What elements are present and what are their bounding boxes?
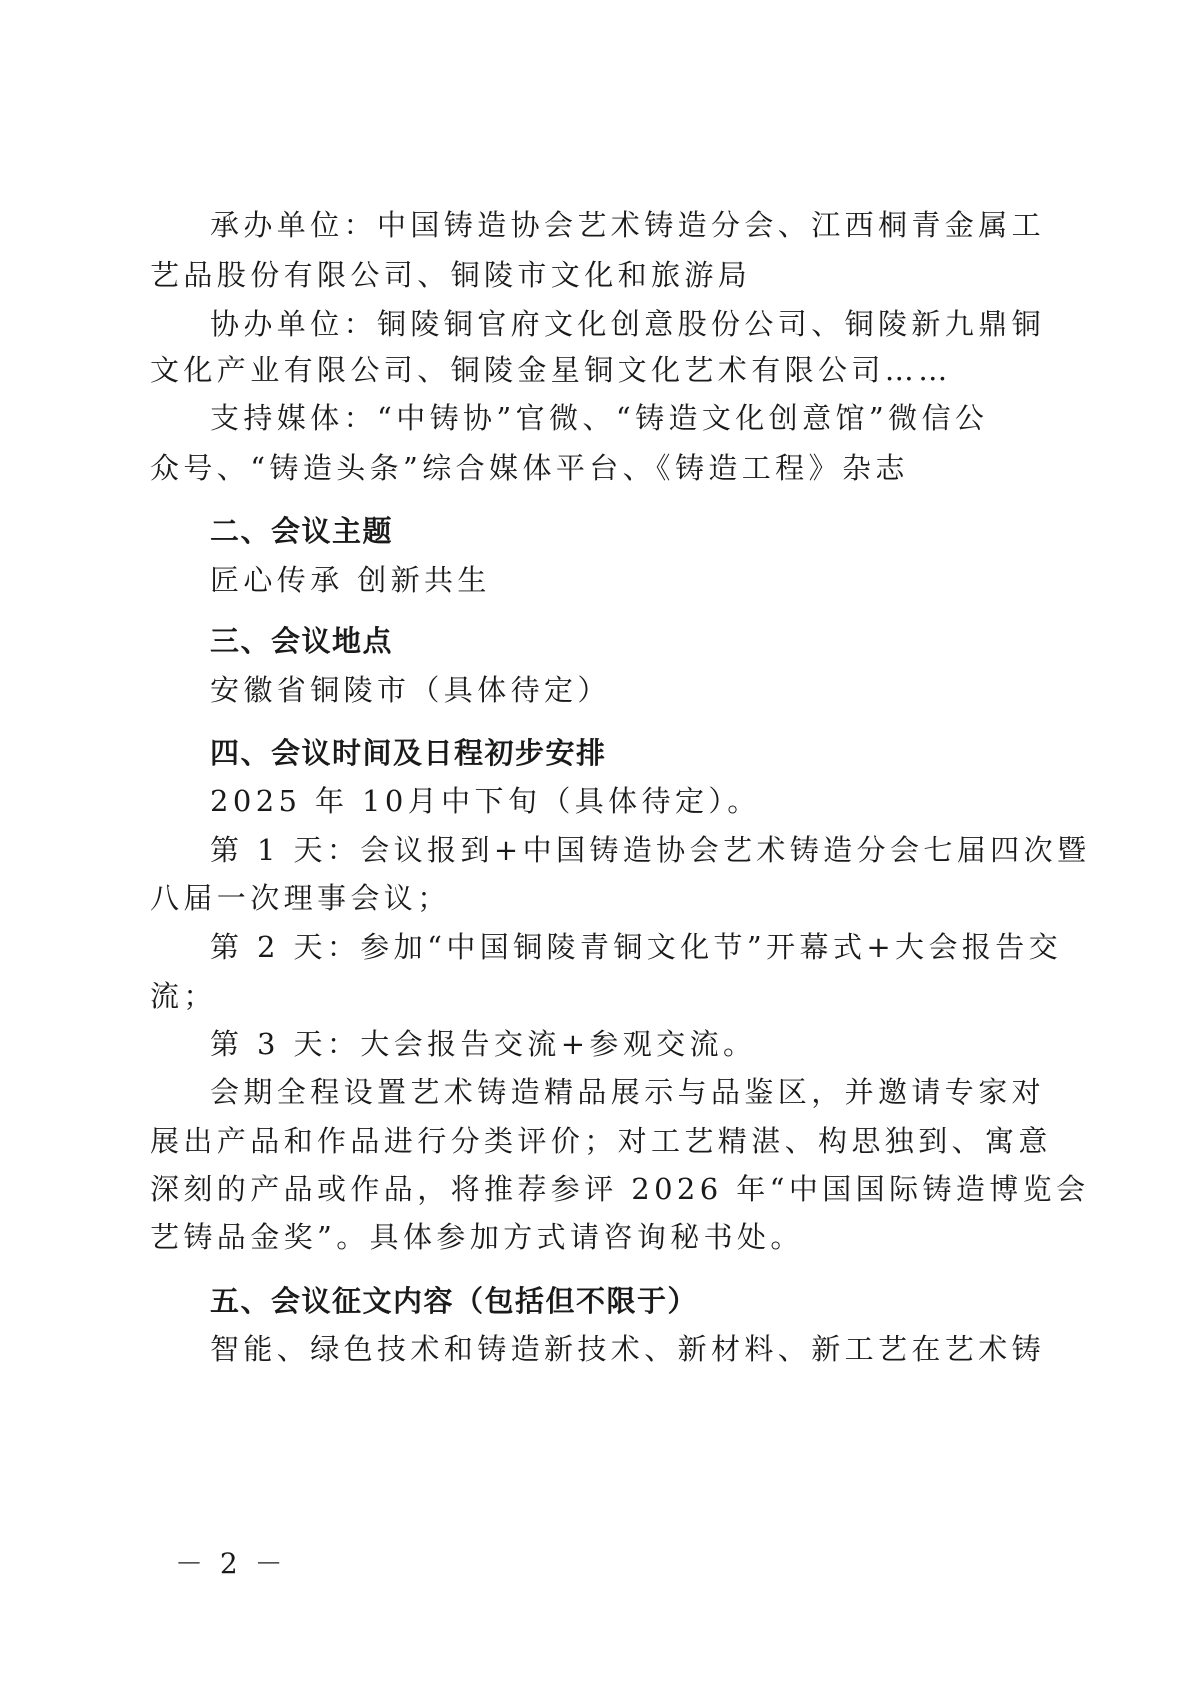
page-number: － 2 － — [175, 1547, 287, 1580]
text-line: 协办单位：铜陵铜官府文化创意股份公司、铜陵新九鼎铜 — [210, 307, 1046, 341]
text-line: 流； — [150, 979, 217, 1013]
text-line: 第 3 天：大会报告交流+参观交流。 — [210, 1027, 757, 1061]
text-line: 承办单位：中国铸造协会艺术铸造分会、江西桐青金属工 — [210, 208, 1046, 242]
section-heading: 五、会议征文内容（包括但不限于） — [210, 1284, 699, 1318]
text-line: 八届一次理事会议； — [150, 881, 451, 915]
section-heading: 二、会议主题 — [210, 514, 394, 548]
text-line: 深刻的产品或作品，将推荐参评 2026 年“中国国际铸造博览会 — [150, 1172, 1090, 1206]
text-line: 2025 年 10月中下旬（具体待定）。 — [210, 784, 761, 818]
text-line: 展出产品和作品进行分类评价；对工艺精湛、构思独到、寓意 — [150, 1124, 1052, 1158]
text-line: 文化产业有限公司、铜陵金星铜文化艺术有限公司…… — [150, 353, 952, 387]
text-line: 第 1 天：会议报到+中国铸造协会艺术铸造分会七届四次暨 — [210, 833, 1091, 867]
text-line: 匠心传承 创新共生 — [210, 563, 491, 597]
text-line: 智能、绿色技术和铸造新技术、新材料、新工艺在艺术铸 — [210, 1332, 1046, 1366]
section-heading: 三、会议地点 — [210, 624, 394, 658]
section-heading: 四、会议时间及日程初步安排 — [210, 736, 607, 770]
text-line: 艺品股份有限公司、铜陵市文化和旅游局 — [150, 258, 752, 292]
text-line: 第 2 天：参加“中国铜陵青铜文化节”开幕式+大会报告交 — [210, 930, 1063, 964]
text-line: 众号、“铸造头条”综合媒体平台、《铸造工程》杂志 — [150, 451, 909, 485]
text-line: 支持媒体：“中铸协”官微、“铸造文化创意馆”微信公 — [210, 401, 989, 435]
text-line: 安徽省铜陵市（具体待定） — [210, 673, 611, 707]
text-line: 会期全程设置艺术铸造精品展示与品鉴区，并邀请专家对 — [210, 1075, 1046, 1109]
text-line: 艺铸品金奖”。具体参加方式请咨询秘书处。 — [150, 1220, 804, 1254]
